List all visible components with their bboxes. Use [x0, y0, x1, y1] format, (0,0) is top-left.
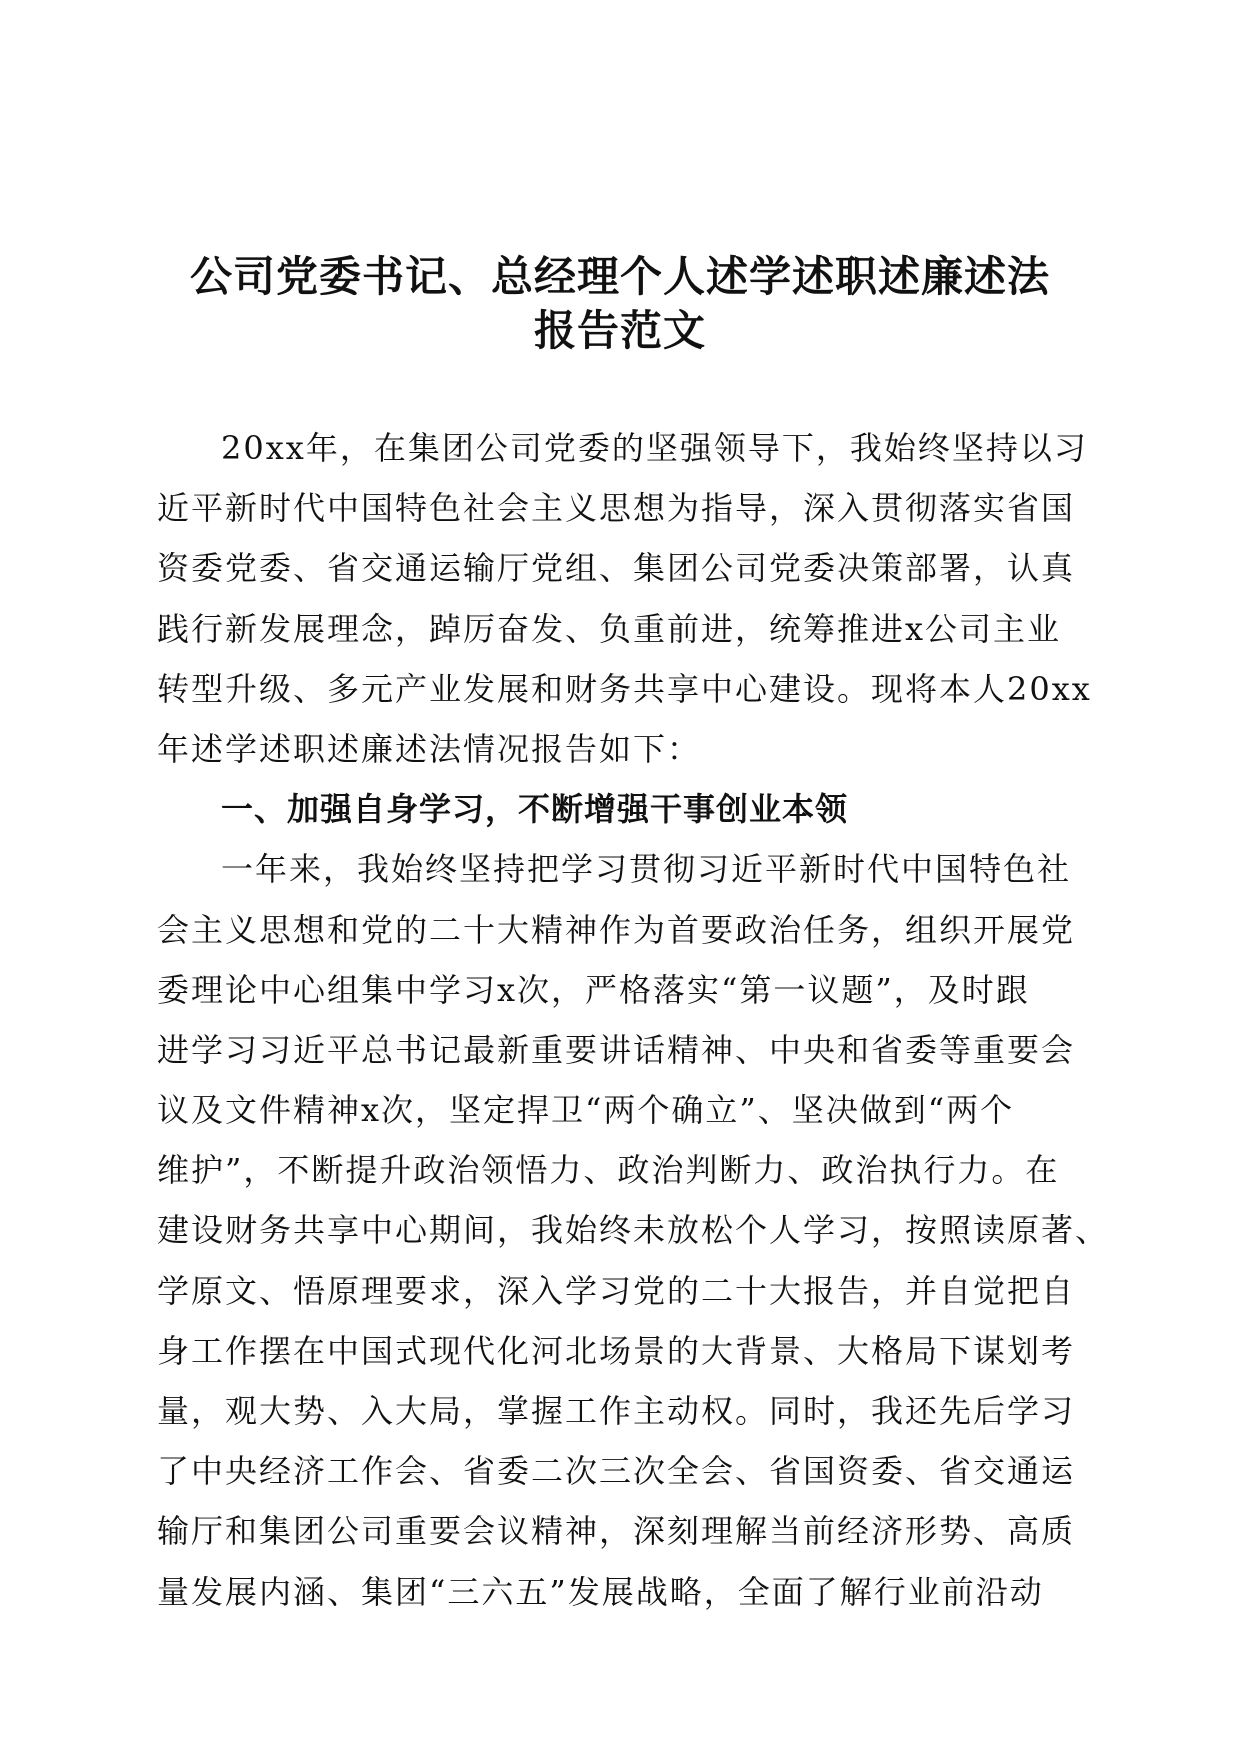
- section-line: 一年来，我始终坚持把学习贯彻习近平新时代中国特色社: [221, 850, 1072, 889]
- section-line: 量，观大势、入大局，掌握工作主动权。同时，我还先后学习: [157, 1392, 1076, 1430]
- section-heading: 一、加强自身学习，不断增强干事创业本领: [221, 790, 849, 829]
- intro-line: 近平新时代中国特色社会主义思想为指导，深入贯彻落实省国: [157, 489, 1076, 528]
- intro-line: 资委党委、省交通运输厅党组、集团公司党委决策部署，认真: [157, 549, 1076, 588]
- section-line: 委理论中心组集中学习x次，严格落实“第一议题”，及时跟: [157, 970, 1030, 1009]
- section-line: 维护”，不断提升政治领悟力、政治判断力、政治执行力。在: [157, 1151, 1060, 1190]
- section-line: 量发展内涵、集团“三六五”发展战略，全面了解行业前沿动: [157, 1572, 1044, 1611]
- title-line-1: 公司党委书记、总经理个人述学述职述廉述法: [189, 252, 1050, 301]
- section-line: 输厅和集团公司重要会议精神，深刻理解当前经济形势、高质: [157, 1512, 1076, 1551]
- section-line: 建设财务共享中心期间，我始终未放松个人学习，按照读原著、: [157, 1211, 1110, 1250]
- section-line: 身工作摆在中国式现代化河北场景的大背景、大格局下谋划考: [157, 1331, 1076, 1370]
- intro-line: 20xx年，在集团公司党委的坚强领导下，我始终坚持以习: [221, 429, 1088, 467]
- intro-line: 践行新发展理念，踔厉奋发、负重前进，统筹推进x公司主业: [157, 609, 1062, 648]
- section-line: 学原文、悟原理要求，深入学习党的二十大报告，并自觉把自: [157, 1271, 1076, 1310]
- document-body: [157, 418, 1110, 1622]
- title-line-2: 报告范文: [533, 306, 706, 355]
- section-line: 会主义思想和党的二十大精神作为首要政治任务，组织开展党: [157, 910, 1076, 949]
- section-line: 议及文件精神x次，坚定捍卫“两个确立”、坚决做到“两个: [157, 1091, 1015, 1130]
- section-line: 了中央经济工作会、省委二次三次全会、省国资委、省交通运: [157, 1452, 1076, 1491]
- section-line: 进学习习近平总书记最新重要讲话精神、中央和省委等重要会: [157, 1030, 1076, 1069]
- intro-line: 年述学述职述廉述法情况报告如下：: [157, 729, 702, 768]
- document-title: [150, 250, 1090, 358]
- intro-line: 转型升级、多元产业发展和财务共享中心建设。现将本人20xx: [157, 669, 1092, 708]
